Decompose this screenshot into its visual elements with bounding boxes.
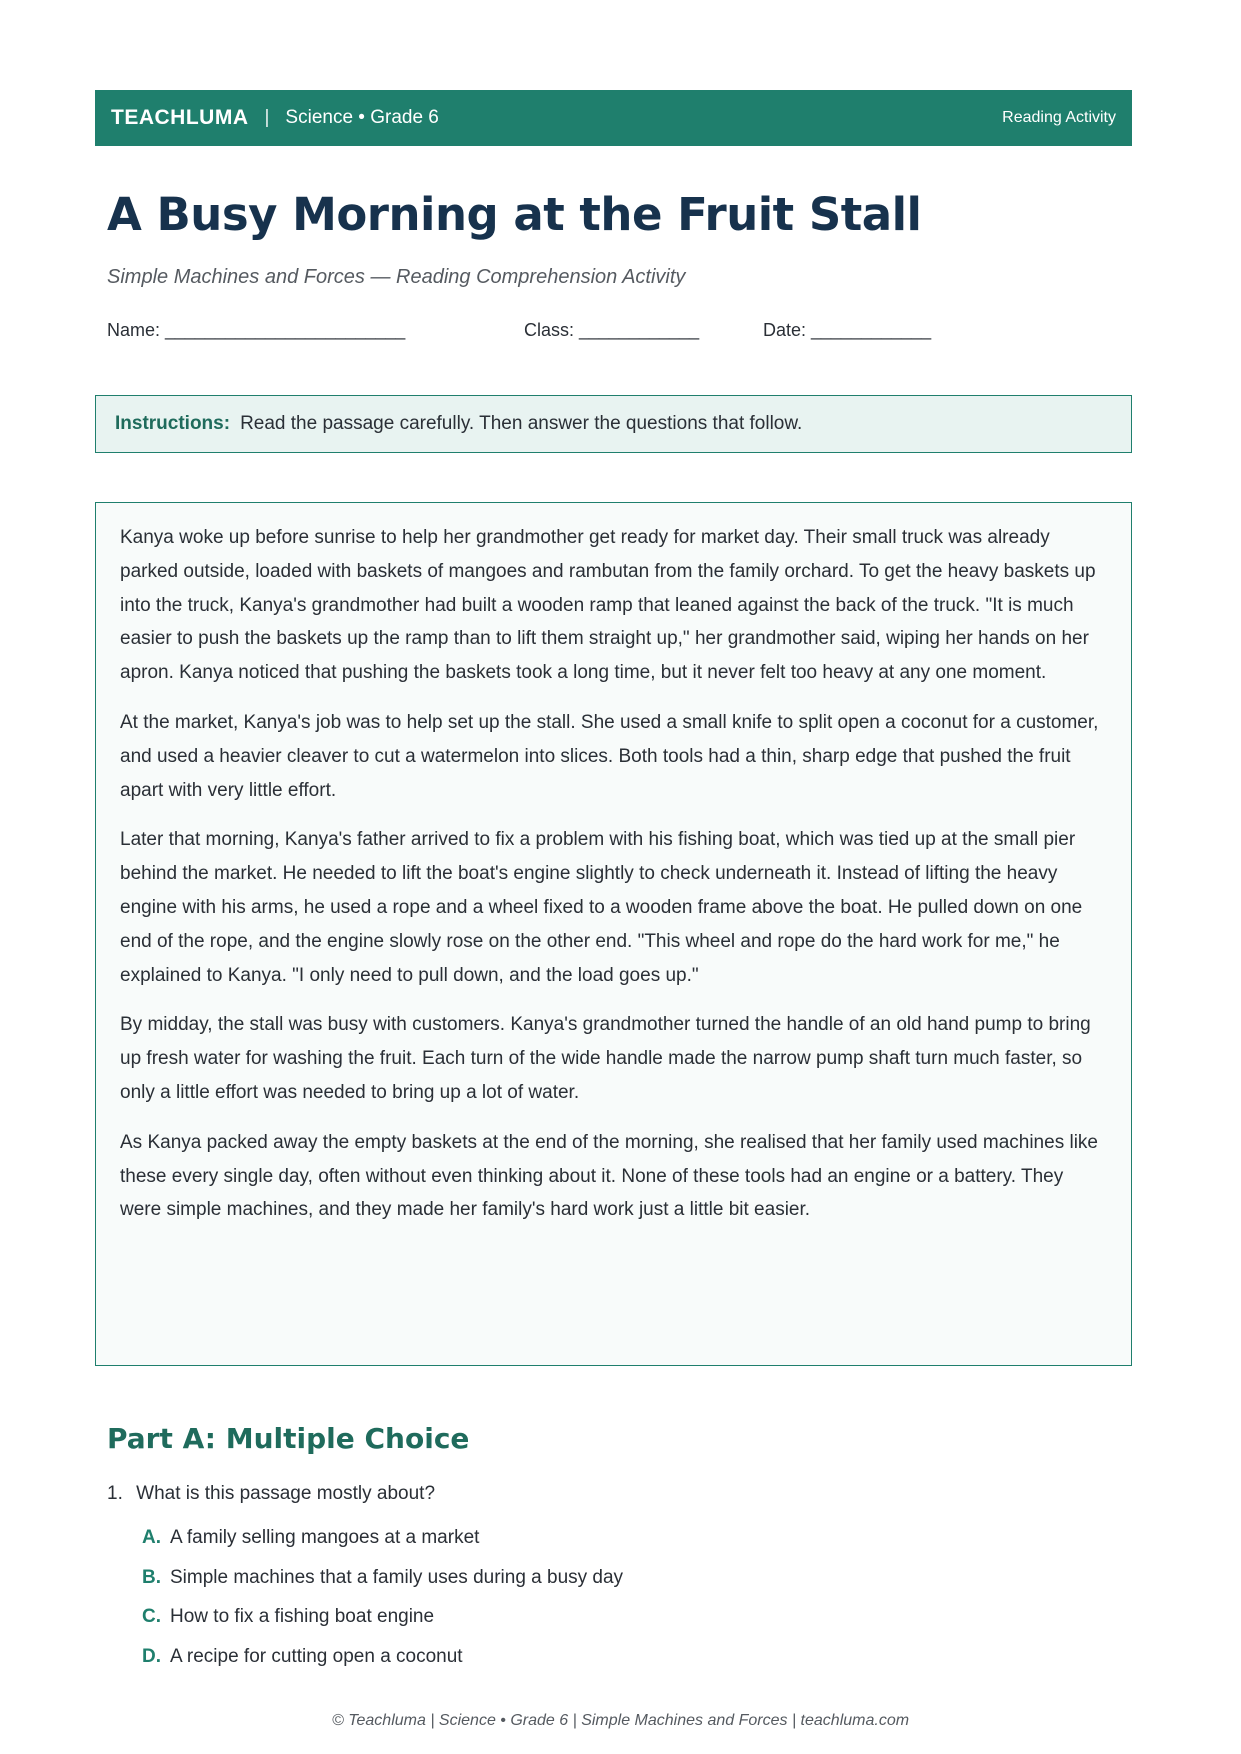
instructions-label: Instructions: [115,413,231,434]
passage-paragraph: By midday, the stall was busy with customers. Kanya's grandmother turned the handle of an old hand pump to bring up fresh water for washing the fruit. Each turn of the wide handle made the narrow pump shaft turn much faster, so only a little effort was needed to bring up a lot of water. [120,1014,1091,1103]
page-footer: © Teachluma | Science • Grade 6 | Simple Machines and Forces | teachluma.com [331,1712,910,1729]
name-field[interactable]: Name: ________________________ [107,320,406,340]
option-letter: D. [142,1645,161,1667]
passage-paragraph: Kanya woke up before sunrise to help her grandmother get ready for market day. Their small truck was already parked outside, loaded with baskets of mangoes and rambutan from the family orchard. To get the heavy baskets up into the truck, Kanya's grandmother had built a wooden ramp that leaned against the back of the truck. "It is much easier to push the baskets up the ramp than to lift them straight up," her grandmother said, wiping her hands on her apron. Kanya noticed that pushing the baskets took a long time, but it never felt too heavy at any one moment. [120,527,1096,684]
instructions-box [95,395,1132,453]
option-text: How to fix a fishing boat engine [170,1606,435,1627]
subject-label: Science • Grade 6 [285,107,439,128]
option-letter: A. [142,1527,161,1548]
option-text: A family selling mangoes at a market [170,1527,480,1548]
header-bar [95,90,1132,146]
answer-option-d[interactable] [142,1646,623,1686]
instructions-text: Read the passage carefully. Then answer the questions that follow. [240,413,803,434]
page-title: A Busy Morning at the Fruit Stall [107,188,922,241]
question-1 [107,1483,435,1505]
activity-type-label: Reading Activity [1002,109,1116,126]
option-letter: B. [142,1566,161,1588]
date-field[interactable]: Date: ____________ [763,320,932,340]
reading-passage [95,502,1132,1366]
page-subtitle: Simple Machines and Forces — Reading Comprehension Activity [107,266,686,288]
passage-paragraph: As Kanya packed away the empty baskets at the end of the morning, she realised that her family used machines like these every single day, often without even thinking about it. None of these tools had an engine or a battery. They were simple machines, and they made her family's hard work just a little bit easier. [120,1131,1098,1221]
question-text: What is this passage mostly about? [136,1483,436,1504]
part-a-heading: Part A: Multiple Choice [107,1422,470,1455]
header-separator: | [264,107,270,128]
passage-paragraph: Later that morning, Kanya's father arrived to fix a problem with his fishing boat, which was tied up at the small pier behind the market. He needed to lift the boat's engine slightly to check underneath it. Instead of lifting the heavy engine with his arms, he used a rope and a wheel fixed to a wooden frame above the boat. He pulled down on one end of the rope, and the engine slowly rose on the other end. "This wheel and rope do the hard work for me," he explained to Kanya. "I only need to pull down, and the load goes up." [120,829,1083,986]
answer-options [142,1527,623,1685]
passage-paragraph: At the market, Kanya's job was to help set up the stall. She used a small knife to split open a coconut for a customer, and used a heavier cleaver to cut a watermelon into slices. Both tools had a thin, sharp edge that pushed the fruit apart with very little effort. [120,711,1099,801]
brand-logo: TEACHLUMA [111,106,249,129]
answer-option-a[interactable] [142,1527,623,1567]
answer-option-b[interactable] [142,1567,623,1607]
option-text: A recipe for cutting open a coconut [170,1645,463,1667]
class-field[interactable]: Class: ____________ [524,320,700,340]
answer-option-c[interactable] [142,1606,623,1646]
question-number: 1. [107,1483,123,1504]
option-text: Simple machines that a family uses during a busy day [170,1566,624,1588]
option-letter: C. [142,1606,161,1627]
